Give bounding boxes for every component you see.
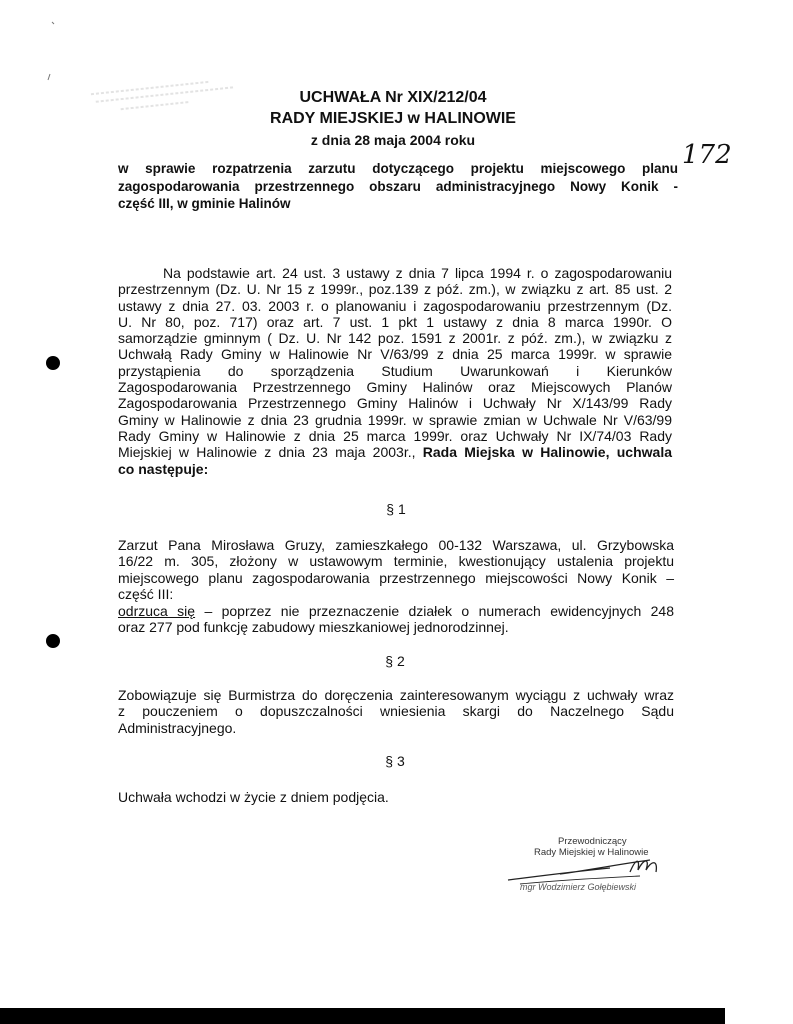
preamble-line: U. Nr 80, poz. 717) oraz art. 7 ust. 1 pkt 1 ustawy z dnia 8 marca 1990r. O: [118, 313, 672, 330]
resolution-subject: [118, 160, 678, 213]
preamble-line: Rady Gminy w Halinowie z dnia 25 marca 1999r. oraz Uchwały Nr IX/74/03 Rady: [118, 427, 672, 444]
resolution-title: UCHWAŁA Nr XIX/212/04: [299, 89, 487, 106]
council-resolves: Rada Miejska w Halinowie, uchwala: [422, 444, 672, 461]
as-follows: co następuje:: [118, 460, 209, 477]
subject-line: w sprawie rozpatrzenia zarzutu dotyczącego projektu miejscowego planu: [118, 161, 678, 176]
preamble-line: Gminy w Halinowie z dnia 23 grudnia 1999r. w sprawie zmian w Uchwale Nr V/63/99: [118, 411, 672, 428]
signatory-name: mgr Wodzimierz Gołębiewski: [520, 882, 637, 892]
preamble-line: Na podstawie art. 24 ust. 3 ustawy z dnia 7 lipca 1994 r. o zagospodarowaniu: [163, 265, 672, 281]
section-1-line: część III:: [118, 586, 174, 603]
section-2-line: z pouczeniem o dopuszczalności wniesienia skargi do Naczelnego Sądu: [118, 703, 674, 720]
section-2-line: Zobowiązuje się Burmistrza do doręczenia zainteresowanym wyciągu z uchwały wraz: [118, 687, 674, 703]
section-marker-3: § 3: [385, 753, 405, 769]
section-1-line: Zarzut Pana Mirosława Gruzy, zamieszkałego 00-132 Warszawa, ul. Grzybowska: [118, 537, 674, 553]
punch-hole-top: [46, 356, 60, 370]
rejected-text: odrzuca się: [118, 602, 196, 619]
council-title: Rady Miejskiej w Halinowie: [534, 847, 649, 858]
preamble-line: ustawy z dnia 27. 03. 2003 r. o planowaniu i zagospodarowaniu przestrzennym (Dz.: [118, 297, 672, 314]
resolution-date: z dnia 28 maja 2004 roku: [310, 132, 476, 148]
preamble-line: Uchwałą Rady Gminy w Halinowie Nr V/63/99 z dnia 25 marca 1999r. w sprawie: [118, 346, 672, 363]
preamble-line: Zagospodarowania Przestrzennego Gminy Halinów oraz Miejscowych Planów: [118, 379, 672, 396]
section-marker-1: § 1: [386, 501, 406, 517]
subject-line: zagospodarowania przestrzennego obszaru administracyjnego Nowy Konik -: [118, 178, 678, 194]
section-marker-2: § 2: [385, 653, 405, 669]
handwritten-page-number: 172: [682, 140, 732, 170]
preamble-line: Zagospodarowania Przestrzennego Gminy Halinów i Uchwały Nr X/143/99 Rady: [118, 395, 672, 412]
preamble-line: przystąpienia do sporządzenia Studium Uwarunkowań i Kierunków: [118, 362, 672, 379]
section-1-line: oraz 277 pod funkcję zabudowy mieszkaniowej jednorodzinnej.: [118, 619, 509, 636]
preamble-line: przestrzennym (Dz. U. Nr 15 z 1999r., poz.139 z póź. zm.), w związku z art. 85 ust. 2: [118, 281, 672, 298]
scan-border: [0, 1008, 725, 1024]
chairman-title: Przewodniczący: [558, 836, 627, 847]
section-1-decision: [118, 603, 674, 619]
section-2-text: [118, 687, 674, 736]
subject-line: część III, w gminie Halinów: [118, 196, 291, 211]
preamble: [118, 265, 672, 477]
section-1-line: miejscowego planu zagospodarowania przestrzennego miejscowości Nowy Konik –: [118, 569, 674, 586]
section-3-text: Uchwała wchodzi w życie z dniem podjęcia.: [118, 789, 389, 805]
decision-rest: – poprzez nie przeznaczenie działek o numerach ewidencyjnych 248: [195, 602, 674, 619]
signature-block: [500, 832, 690, 902]
section-1-line: 16/22 m. 305, złożony w ustawowym terminie, kwestionujący ustalenia projektu: [118, 553, 674, 570]
preamble-line: samorządzie gminnym ( Dz. U. Nr 142 poz. 1591 z 2001r. z póź. zm.), w związku z: [118, 330, 672, 347]
section-1-text: [118, 537, 674, 635]
preamble-line: [118, 444, 672, 460]
section-2-line: Administracyjnego.: [118, 719, 237, 736]
preamble-line-text: Miejskiej w Halinowie z dnia 23 maja 2003r.,: [118, 444, 423, 461]
preamble-line: [118, 461, 672, 477]
council-name: RADY MIEJSKIEJ w HALINOWIE: [270, 110, 516, 127]
scan-marks: [40, 20, 70, 80]
punch-hole-bottom: [46, 634, 60, 648]
